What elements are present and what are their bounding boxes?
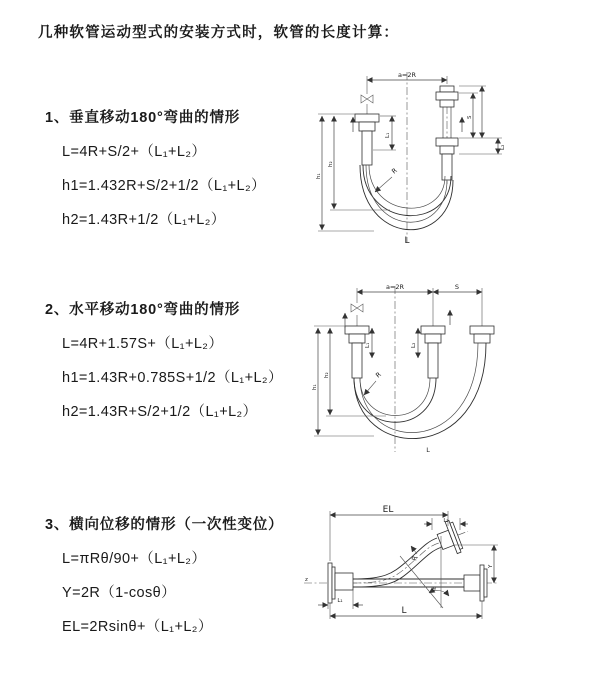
- label-y: Y: [488, 564, 494, 568]
- label-h1: h₁: [312, 384, 318, 390]
- hose-curves: [354, 343, 486, 439]
- tilted-flange-fitting: [434, 515, 474, 557]
- label-a2r: a=2R: [397, 71, 417, 79]
- label-l1: L₁: [365, 342, 371, 348]
- dimension-a2r: [367, 71, 447, 80]
- label-l1: L₁: [385, 132, 391, 138]
- hose-curves: [360, 165, 453, 230]
- section-3-heading: 3、横向位移的情形（一次性变位）: [45, 517, 284, 533]
- braided-section: [362, 131, 372, 165]
- label-l2: L₂: [500, 144, 506, 150]
- braided-section: [352, 343, 362, 378]
- formula-h2: h2=1.43R+1/2（L₁+L₂）: [62, 212, 226, 228]
- label-h2: h₂: [328, 161, 334, 167]
- label-r: R: [390, 166, 399, 176]
- radius-leader: [364, 370, 383, 395]
- left-flange-fitting: [328, 563, 353, 603]
- left-flange-fitting: [353, 114, 379, 165]
- dimension-l1: [318, 590, 363, 609]
- section-2-heading: 2、水平移动180°弯曲的情形: [45, 302, 241, 318]
- braided-section: [428, 343, 438, 378]
- formula-h2: h2=1.43R+S/2+1/2（L₁+L₂）: [62, 404, 258, 420]
- dimension-el: [330, 505, 448, 561]
- diagram-lateral-displacement: [296, 498, 600, 648]
- valve-icon: [361, 95, 373, 103]
- label-r: R: [410, 555, 420, 562]
- formula-y: Y=2R（1-cosθ）: [62, 585, 176, 601]
- valve-icon: [351, 304, 363, 312]
- label-l2: L₂: [443, 518, 449, 524]
- page-title: 几种软管运动型式的安装方式时，软管的长度计算：: [38, 25, 400, 41]
- middle-flange-fitting: [421, 310, 450, 378]
- formula-el: EL=2Rsinθ+（L₁+L₂）: [62, 619, 213, 635]
- label-h2: h₂: [324, 372, 330, 378]
- label-l: L: [426, 446, 430, 454]
- section-1-heading: 1、垂直移动180°弯曲的情形: [45, 110, 241, 126]
- label-s: S: [454, 283, 460, 291]
- right-flange-fitting: [470, 326, 494, 343]
- centerlines: [357, 286, 482, 452]
- section-horizontal-movement: [45, 298, 283, 421]
- dimension-s-l2: [459, 86, 506, 154]
- braided-section: [442, 154, 452, 180]
- radius-leader: [375, 166, 399, 192]
- right-flange-fitting: [436, 86, 462, 180]
- label-l1: L₁: [337, 598, 343, 604]
- label-z: z: [305, 577, 308, 583]
- label-l: L: [404, 236, 410, 246]
- formula-l: L=4R+1.57S+（L₁+L₂）: [62, 336, 224, 352]
- section-lateral-displacement: [45, 513, 283, 636]
- displaced-hose-curve: [353, 538, 442, 587]
- dimension-a2r-s: [357, 283, 482, 292]
- label-h1: h₁: [316, 173, 322, 179]
- label-a2r: a=2R: [385, 283, 405, 291]
- formula-l: L=4R+S/2+（L₁+L₂）: [62, 144, 207, 160]
- diagram-vertical-movement-180-bend: [312, 64, 592, 260]
- label-el: EL: [382, 505, 394, 515]
- section-vertical-movement: [45, 106, 266, 229]
- label-l: L: [401, 606, 407, 616]
- formula-h1: h1=1.43R+0.785S+1/2（L₁+L₂）: [62, 370, 283, 386]
- label-l2: L₂: [411, 342, 417, 348]
- formula-h1: h1=1.432R+S/2+1/2（L₁+L₂）: [62, 178, 266, 194]
- label-theta: θ: [432, 587, 436, 593]
- formula-l: L=πRθ/90+（L₁+L₂）: [62, 551, 207, 567]
- label-r: R: [374, 370, 383, 380]
- diagram-horizontal-movement-180-bend: [306, 278, 600, 466]
- label-s: S: [467, 115, 473, 119]
- dimension-l1-l2: [365, 328, 418, 358]
